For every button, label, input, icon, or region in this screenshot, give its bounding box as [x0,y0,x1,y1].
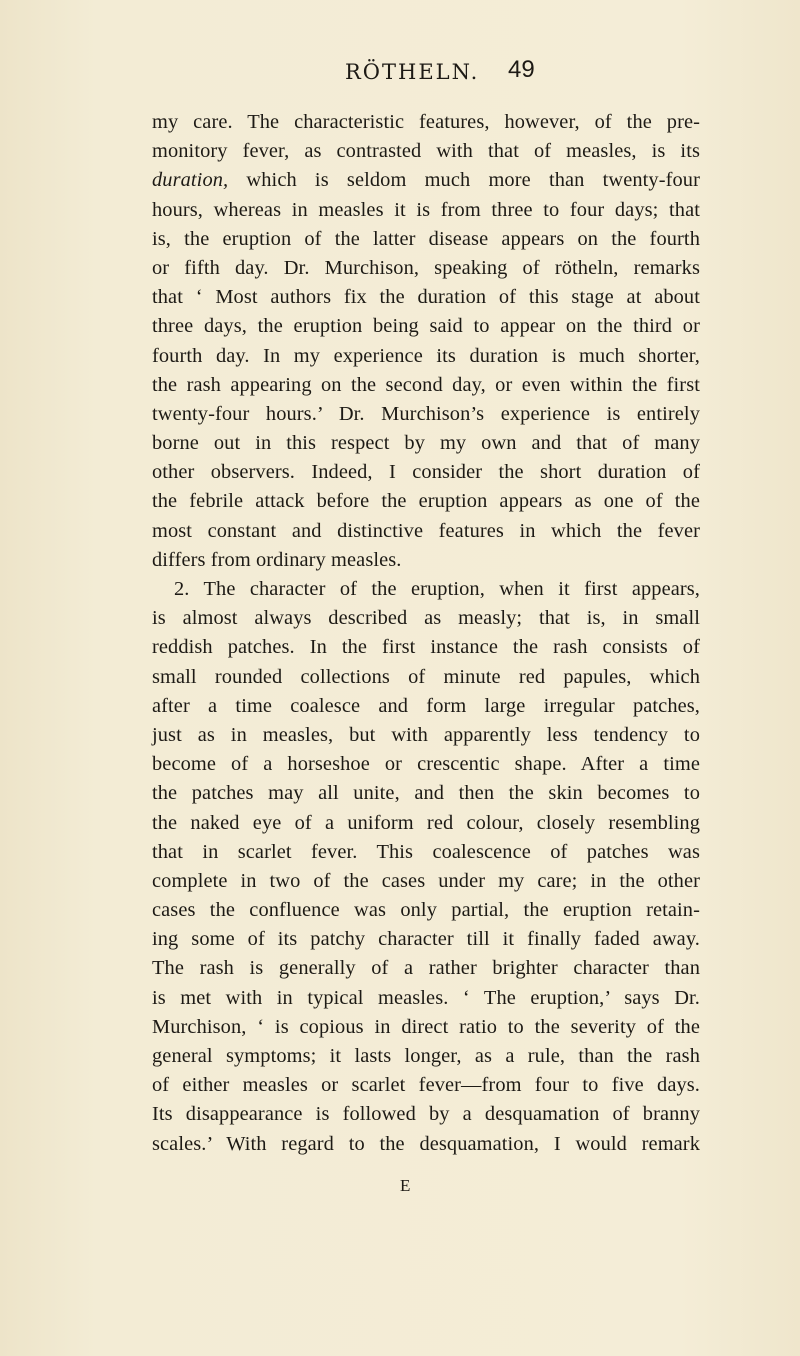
text-line: borne out in this respect by my own and that of many [152,432,700,455]
text-line: scales.’ With regard to the desquamation, I would remark [152,1132,700,1155]
text-line [152,166,700,195]
text-line: is met with in typical measles. ‘ The eruption,’ says Dr. [152,986,700,1009]
running-head: RÖTHELN. [345,60,480,84]
text-line: is almost always described as measly; that is, in small [152,607,700,630]
text-line: other observers. Indeed, I consider the short duration of [152,461,700,484]
text-line: of either measles or scarlet fever—from four to five days. [152,1074,700,1097]
text-line: fourth day. In my experience its duration is much shorter, [152,344,700,367]
body-text [152,108,700,1159]
text-line: that in scarlet fever. This coalescence of patches was [152,840,700,863]
text-line: after a time coalesce and form large irregular patches, [152,694,700,717]
text-line: complete in two of the cases under my care; in the other [152,869,700,892]
text-fragment: which is seldom much more than twenty-four [228,169,700,192]
signature-mark: E [400,1176,411,1195]
page-number: 49 [508,56,535,83]
text-line: just as in measles, but with apparently less tendency to [152,723,700,746]
text-line: my care. The characteristic features, however, of the pre- [152,111,700,133]
text-line: The rash is generally of a rather brighter character than [152,957,700,980]
text-line: monitory fever, as contrasted with that of measles, is its [152,140,700,163]
text-line: hours, whereas in measles it is from three to four days; that [152,198,700,221]
text-line: Murchison, ‘ is copious in direct ratio to the severity of the [152,1015,700,1038]
text-line: Its disappearance is followed by a desquamation of branny [152,1103,700,1126]
text-line: 2. The character of the eruption, when it first appears, [174,578,700,600]
text-line: cases the confluence was only partial, the eruption retain- [152,899,700,922]
text-line: small rounded collections of minute red papules, which [152,665,700,688]
text-line: reddish patches. In the first instance the rash consists of [152,636,700,659]
text-line: twenty-four hours.’ Dr. Murchison’s experience is entirely [152,402,700,425]
text-line: or fifth day. Dr. Murchison, speaking of rötheln, remarks [152,256,700,279]
text-line: most constant and distinctive features in which the fever [152,519,700,542]
page-header [0,56,800,100]
text-line: differs from ordinary measles. [152,548,402,571]
text-line: three days, the eruption being said to appear on the third or [152,315,700,338]
text-line: the patches may all unite, and then the skin becomes to [152,782,700,805]
text-line: general symptoms; it lasts longer, as a rule, than the rash [152,1045,700,1067]
italic-word: duration, [152,169,229,192]
text-line: the rash appearing on the second day, or even within the first [152,373,700,396]
text-line: the febrile attack before the eruption appears as one of the [152,490,700,513]
text-line: the naked eye of a uniform red colour, closely resembling [152,811,700,834]
text-line: become of a horseshoe or crescentic shape. After a time [152,753,700,776]
text-line: ing some of its patchy character till it finally faded away. [152,928,700,951]
text-line: that ‘ Most authors fix the duration of this stage at about [152,286,700,309]
text-line: is, the eruption of the latter disease appears on the fourth [152,227,700,250]
